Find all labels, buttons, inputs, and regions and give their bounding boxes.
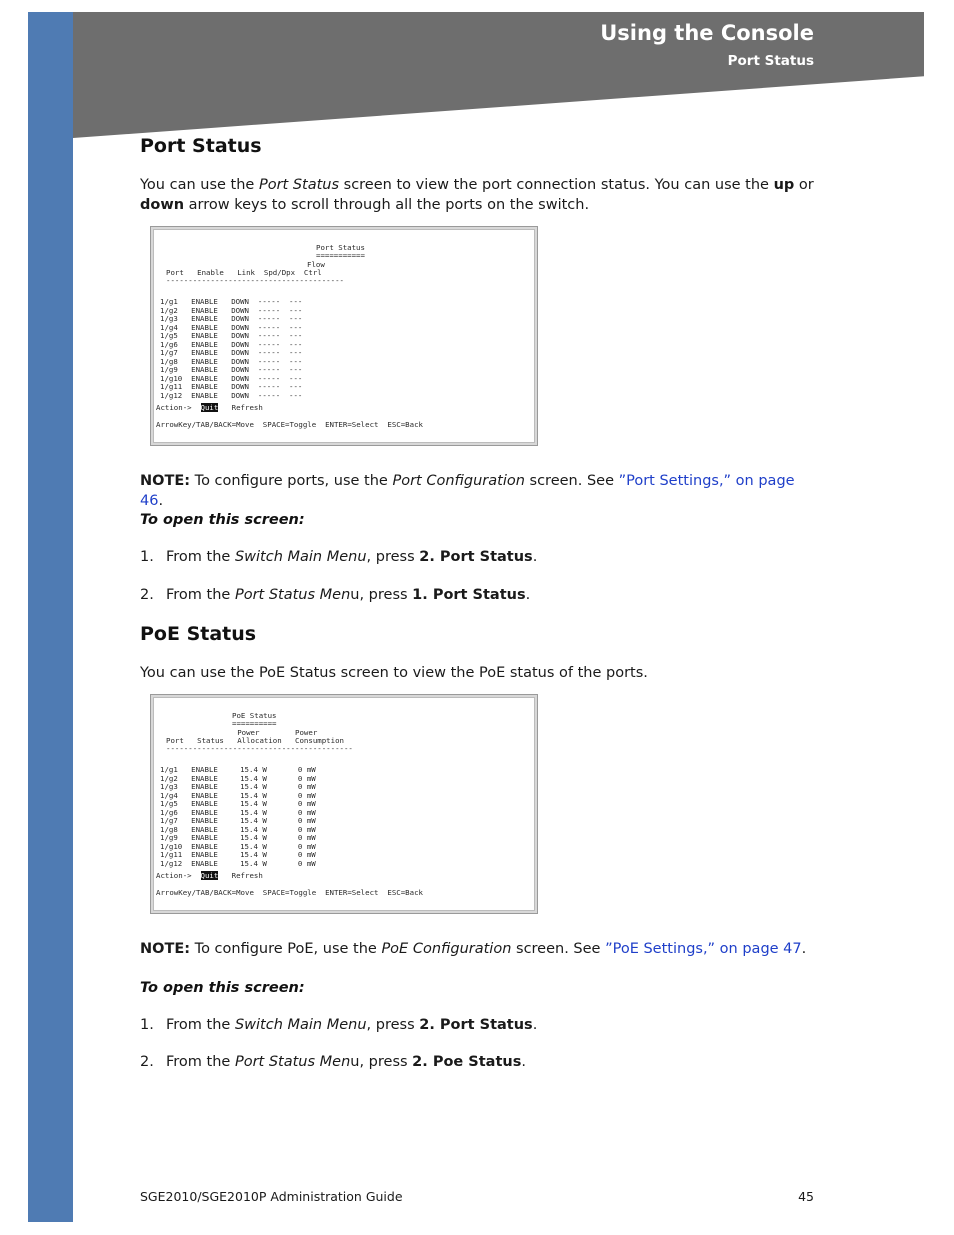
port-status-heading: Port Status (140, 135, 262, 157)
port-status-terminal (156, 232, 532, 440)
port-table-row: 1/g8 ENABLE DOWN ----- --- (160, 356, 303, 366)
poe-table-row: 1/g1 ENABLE 15.4 W 0 mW (160, 765, 316, 774)
poe-status-screenshot (150, 694, 538, 914)
poe-term-action-row: Action-> Quit Refresh (156, 871, 263, 880)
poe-term-title-underline: ========== (232, 719, 277, 728)
term-header: Port Enable Link Spd/Dpx Ctrl (166, 268, 322, 277)
term-divider: ---------------------------------------- (166, 276, 344, 285)
port-table-row: 1/g12 ENABLE DOWN ----- --- (160, 390, 303, 400)
poe-table-row: 1/g2 ENABLE 15.4 W 0 mW (160, 773, 316, 783)
port-table-row: 1/g11 ENABLE DOWN ----- --- (160, 382, 303, 391)
port-table-row: 1/g9 ENABLE DOWN ----- --- (160, 365, 303, 374)
port-table-row: 1/g5 ENABLE DOWN ----- --- (160, 331, 303, 340)
poe-step-2: 2. From the Port Status Menu, press 2. Poe Status. (140, 1054, 526, 1070)
poe-term-help-line: ArrowKey/TAB/BACK=Move SPACE=Toggle ENTER=Select ESC=Back (156, 888, 423, 897)
poe-status-intro: You can use the PoE Status screen to view the PoE status of the ports. (140, 665, 648, 681)
poe-table-row: 1/g3 ENABLE 15.4 W 0 mW (160, 782, 316, 791)
port-table-row: 1/g2 ENABLE DOWN ----- --- (160, 305, 303, 315)
poe-table-row: 1/g5 ENABLE 15.4 W 0 mW (160, 799, 316, 808)
term-title: Port Status (316, 243, 365, 252)
term-action-row: Action-> Quit Refresh (156, 403, 263, 412)
port-step-1: 1. From the Switch Main Menu, press 2. Port Status. (140, 549, 538, 565)
port-note: NOTE: To configure ports, use the Port Configuration screen. See ”Port Settings,” on page 46. (140, 473, 795, 509)
poe-term-title: PoE Status (232, 711, 277, 720)
poe-table-row: 1/g12 ENABLE 15.4 W 0 mW (160, 858, 316, 868)
poe-open-heading: To open this screen: (140, 980, 305, 996)
term-help-line: ArrowKey/TAB/BACK=Move SPACE=Toggle ENTER=Select ESC=Back (156, 420, 423, 429)
port-table-row: 1/g7 ENABLE DOWN ----- --- (160, 348, 303, 357)
poe-table-row: 1/g10 ENABLE 15.4 W 0 mW (160, 841, 316, 851)
section-subtitle: Port Status (727, 53, 814, 69)
poe-table-row: 1/g6 ENABLE 15.4 W 0 mW (160, 807, 316, 817)
poe-table-row: 1/g9 ENABLE 15.4 W 0 mW (160, 833, 316, 842)
poe-table-row: 1/g11 ENABLE 15.4 W 0 mW (160, 850, 316, 859)
poe-term-header: Port Status Allocation Consumption (166, 736, 344, 745)
side-color-bar (28, 12, 73, 1222)
port-table-row: 1/g1 ENABLE DOWN ----- --- (160, 297, 303, 306)
port-table-row: 1/g3 ENABLE DOWN ----- --- (160, 314, 303, 323)
poe-step-1: 1. From the Switch Main Menu, press 2. Port Status. (140, 1017, 538, 1033)
poe-status-heading: PoE Status (140, 623, 257, 645)
poe-term-divider: ------------------------------------------ (166, 744, 353, 753)
port-settings-link[interactable]: ”Port Settings,” on page 46 (140, 473, 795, 509)
port-open-heading: To open this screen: (140, 512, 305, 528)
footer-page-number: 45 (798, 1189, 814, 1204)
port-status-intro: You can use the Port Status screen to view the port connection status. You can use the up or down arrow keys to scroll through all the ports on the switch. (140, 177, 814, 213)
poe-table-row: 1/g4 ENABLE 15.4 W 0 mW (160, 790, 316, 800)
poe-table-row: 1/g8 ENABLE 15.4 W 0 mW (160, 824, 316, 834)
quit-option: Quit (200, 403, 219, 412)
term-title-underline: =========== (316, 251, 365, 260)
footer-doc-title: SGE2010/SGE2010P Administration Guide (140, 1189, 403, 1204)
port-status-screenshot (150, 226, 538, 446)
chapter-title: Using the Console (600, 21, 814, 45)
term-header-flow: Flow (307, 260, 325, 269)
port-step-2: 2. From the Port Status Menu, press 1. Port Status. (140, 587, 531, 603)
poe-note: NOTE: To configure PoE, use the PoE Configuration screen. See ”PoE Settings,” on page 47. (140, 941, 807, 957)
port-table-row: 1/g4 ENABLE DOWN ----- --- (160, 322, 303, 332)
poe-term-header-top: Power Power (166, 728, 318, 737)
port-table-row: 1/g10 ENABLE DOWN ----- --- (160, 373, 303, 383)
poe-settings-link[interactable]: ”PoE Settings,” on page 47 (605, 941, 802, 957)
port-table-row: 1/g6 ENABLE DOWN ----- --- (160, 339, 303, 349)
poe-status-terminal (156, 700, 532, 908)
poe-quit-option: Quit (200, 871, 219, 880)
poe-table-row: 1/g7 ENABLE 15.4 W 0 mW (160, 816, 316, 825)
